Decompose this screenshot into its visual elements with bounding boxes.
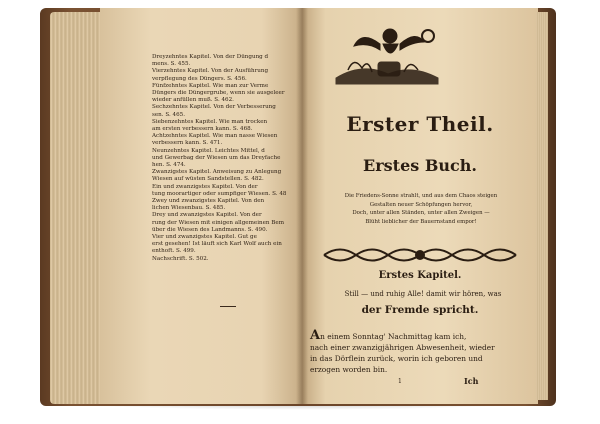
left-page	[100, 8, 302, 404]
page-stack-right	[536, 12, 548, 400]
intro-emphasis: der Fremde spricht.	[361, 304, 479, 316]
toc-line: Siebenzehntes Kapitel. Wie man trocken	[152, 118, 268, 125]
signature-mark: 1	[398, 378, 402, 385]
toc-line: Dreyzehntes Kapitel. Von der Düngung d	[152, 54, 269, 60]
body-line: An einem Sonntag' Nachmittag kam ich,	[310, 328, 467, 343]
toc-line: Vier und zwanzigstes Kapitel. Gut ge	[152, 234, 257, 241]
toc-line: am ersten verbessern kann. S. 468.	[152, 126, 253, 133]
toc-line: Neunzehntes Kapitel. Leichtes Mittel, d	[152, 147, 265, 154]
toc-line: Vierzehntes Kapitel. Von der Ausführung	[152, 68, 269, 75]
right-page	[302, 8, 538, 404]
toc-line: Ein und zwanzigstes Kapitel. Von der	[152, 183, 258, 190]
toc-line: Wiesen auf wüsten Sandstellen. S. 482.	[152, 176, 264, 183]
poem-line: Blüht lieblicher der Bauernstand empor!	[365, 218, 477, 225]
poem-line: Gestalten neuer Schöpfungen hervor,	[369, 201, 473, 208]
epigraph-poem	[316, 192, 526, 226]
toc-line: rung der Wiesen mit einigen allgemeinen Bem	[152, 219, 285, 226]
book-title: Erstes Buch.	[363, 156, 477, 175]
toc-line: wieder anfüllen muß. S. 462.	[152, 97, 234, 104]
toc-line: Drey und zwanzigstes Kapitel. Von der	[152, 212, 262, 219]
toc-line: über die Wiesen des Landmanns. S. 490.	[152, 226, 268, 233]
toc-line: verbessern kann. S. 471.	[152, 140, 223, 147]
catchword: Ich	[464, 376, 479, 386]
poem-line: Doch, unter allen Ständen, unter allen Zweigen —	[352, 210, 490, 217]
toc-line: und Gewerbag der Wiesen um das Dreyfache	[152, 154, 281, 161]
table-of-contents	[152, 54, 302, 263]
toc-line: mens. S. 455.	[152, 61, 191, 68]
body-line: erzogen worden bin.	[310, 365, 388, 374]
ornament-divider-icon	[320, 244, 520, 266]
toc-line: tung moorartiger oder sumpfiger Wiesen. S. 48	[152, 190, 287, 197]
end-rule	[220, 306, 236, 307]
toc-line: verpflegung des Düngers. S. 456.	[152, 75, 247, 82]
part-title: Erster Theil.	[346, 112, 494, 136]
toc-line: Zwanzigstes Kapitel. Anweisung zu Anlegung	[152, 169, 282, 176]
toc-line: Sechzehntes Kapitel. Von der Verbesserung	[152, 104, 276, 111]
toc-line: sen. S. 465.	[152, 111, 185, 118]
body-line: nach einer zwanzigjährigen Abwesenheit, wieder	[310, 343, 495, 352]
toc-line: Achtzehntes Kapitel. Wie man nasse Wiesen	[152, 133, 278, 140]
chapter-title: Erstes Kapitel.	[378, 270, 462, 281]
toc-line: lichen Wiesenbau. S. 485.	[152, 205, 226, 212]
body-line: in das Dörflein zurück, worin ich geboren und	[310, 354, 483, 363]
toc-line: enthoft. S. 499.	[152, 248, 196, 255]
toc-line: Fünfzehntes Kapitel. Wie man zur Verme	[152, 82, 269, 89]
toc-line: Nachschrift. S. 502.	[152, 255, 209, 262]
toc-line: erst gesehen! Ist läuft sich Karl Wolf auch ein	[152, 241, 282, 248]
intro-line: Still — und ruhig Alle! damit wir hören, was	[344, 290, 502, 298]
toc-line: Düngers die Düngergrube, wenn sie ausgeleer	[152, 90, 285, 97]
cherub-vignette-icon	[332, 22, 442, 88]
book-gutter	[296, 8, 308, 404]
body-text	[310, 330, 536, 375]
poem-line: Die Friedens-Sonne strahlt, und aus dem Chaos steigen	[344, 193, 498, 199]
toc-line: hen. S. 474.	[152, 162, 186, 169]
toc-line: Zwey und zwanzigstes Kapitel. Von den	[152, 198, 265, 205]
